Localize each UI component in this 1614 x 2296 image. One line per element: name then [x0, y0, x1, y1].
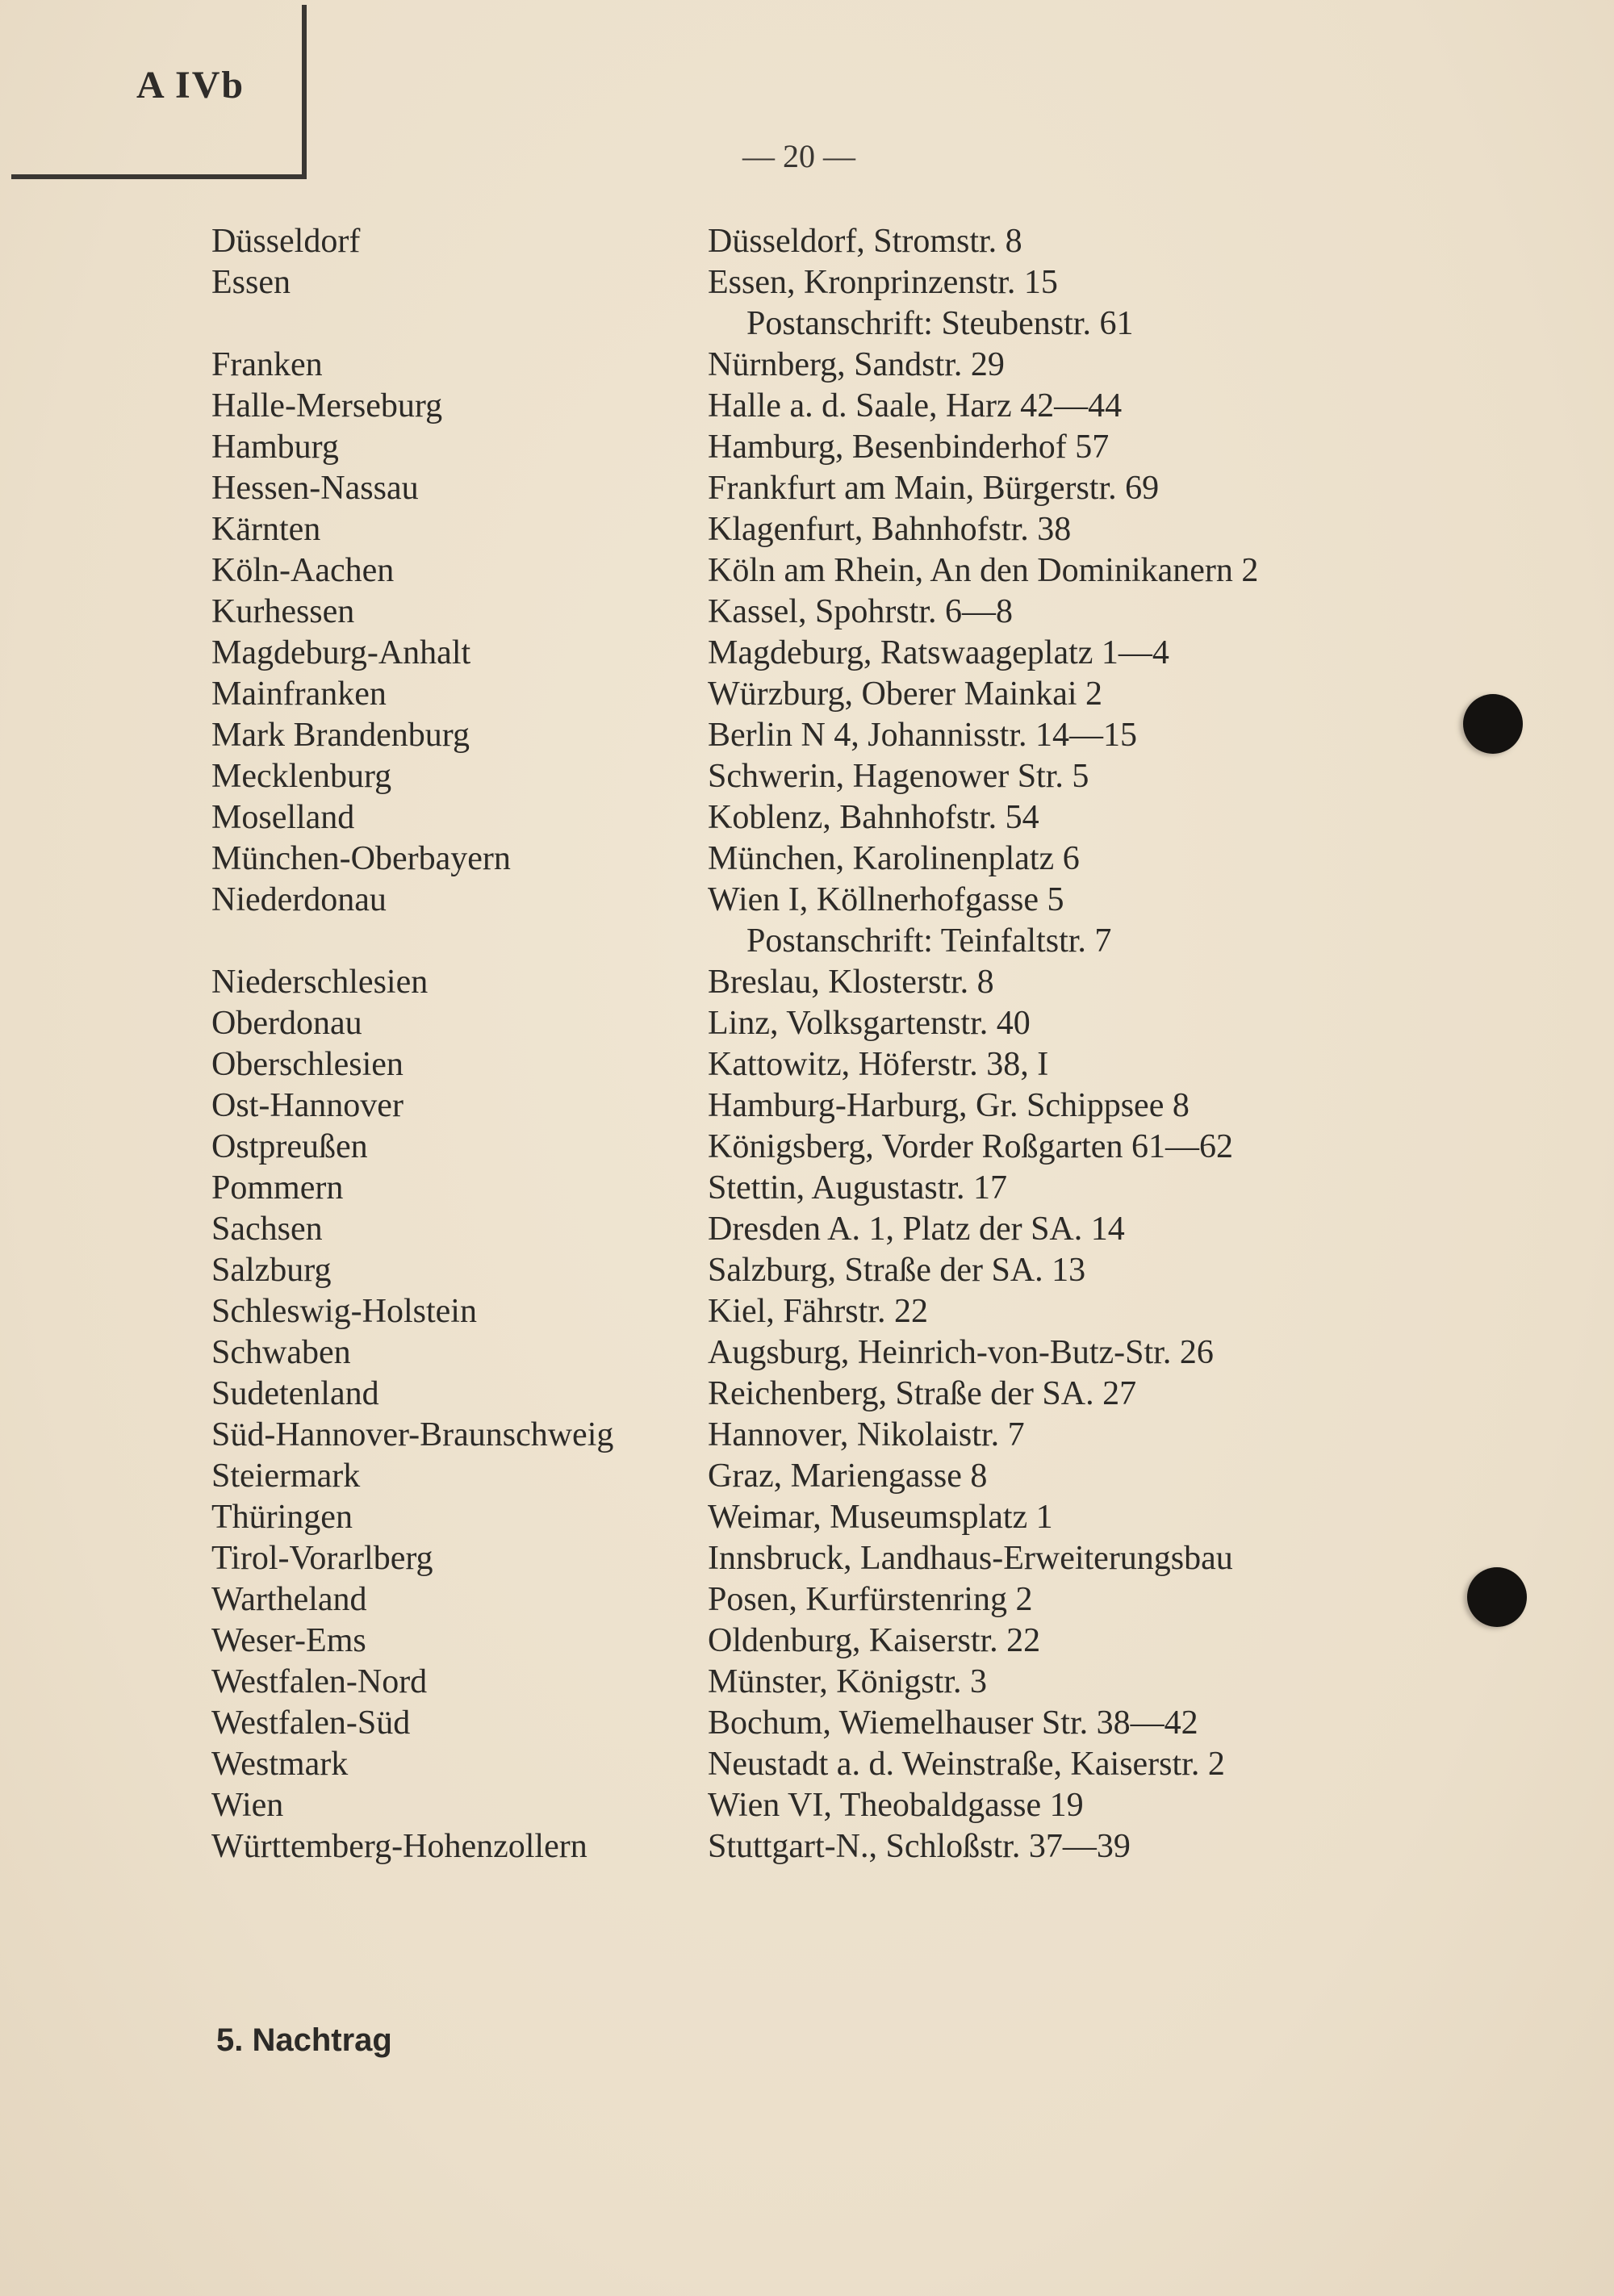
list-item	[211, 1291, 1382, 1332]
postal-address-note: Postanschrift: Steubenstr. 61	[746, 305, 1134, 342]
list-item	[211, 550, 1382, 592]
list-item	[211, 1456, 1382, 1497]
region-name: München-Oberbayern	[211, 840, 511, 877]
region-name: Ostpreußen	[211, 1128, 368, 1165]
region-name: Hamburg	[211, 429, 339, 466]
list-item	[211, 1250, 1382, 1291]
region-name: Sachsen	[211, 1211, 323, 1248]
region-name: Moselland	[211, 799, 355, 836]
office-address: Reichenberg, Straße der SA. 27	[708, 1375, 1137, 1412]
office-address: Salzburg, Straße der SA. 13	[708, 1252, 1086, 1289]
office-address: Magdeburg, Ratswaageplatz 1—4	[708, 634, 1169, 671]
region-name: Süd-Hannover-Braunschweig	[211, 1416, 614, 1453]
office-address: Hamburg, Besenbinderhof 57	[708, 429, 1110, 466]
list-item	[211, 592, 1382, 633]
office-address: Frankfurt am Main, Bürgerstr. 69	[708, 470, 1160, 507]
office-address: Linz, Volksgartenstr. 40	[708, 1005, 1031, 1042]
region-name: Westmark	[211, 1746, 349, 1783]
list-item	[211, 1003, 1382, 1044]
office-address: Kassel, Spohrstr. 6—8	[708, 593, 1013, 630]
list-item	[211, 345, 1382, 386]
list-item	[211, 633, 1382, 674]
region-name: Mecklenburg	[211, 758, 392, 795]
region-name: Thüringen	[211, 1499, 353, 1536]
list-item	[211, 1497, 1382, 1538]
office-address: Graz, Mariengasse 8	[708, 1457, 988, 1495]
region-name: Salzburg	[211, 1252, 332, 1289]
list-item	[211, 386, 1382, 427]
list-item	[211, 1168, 1382, 1209]
office-address: Köln am Rhein, An den Dominikanern 2	[708, 552, 1259, 589]
region-name: Hessen-Nassau	[211, 470, 419, 507]
office-address: Königsberg, Vorder Roßgarten 61—62	[708, 1128, 1233, 1165]
office-address: Bochum, Wiemelhauser Str. 38—42	[708, 1704, 1198, 1742]
region-name: Mainfranken	[211, 675, 387, 713]
list-item	[211, 1209, 1382, 1250]
office-address: München, Karolinenplatz 6	[708, 840, 1080, 877]
region-name: Westfalen-Süd	[211, 1704, 411, 1742]
list-item	[211, 427, 1382, 468]
region-name: Oberschlesien	[211, 1046, 404, 1083]
office-address: Münster, Königstr. 3	[708, 1663, 987, 1700]
region-name: Westfalen-Nord	[211, 1663, 428, 1700]
list-item	[211, 1374, 1382, 1415]
list-item	[211, 1127, 1382, 1168]
region-name: Niederschlesien	[211, 964, 429, 1001]
list-item	[211, 1579, 1382, 1621]
region-name: Niederdonau	[211, 881, 387, 918]
region-name: Köln-Aachen	[211, 552, 395, 589]
region-name: Wien	[211, 1787, 284, 1824]
office-address: Stettin, Augustastr. 17	[708, 1169, 1008, 1207]
region-name: Kurhessen	[211, 593, 355, 630]
region-name: Württemberg-Hohenzollern	[211, 1828, 587, 1865]
punch-hole-icon	[1467, 1567, 1527, 1627]
office-address: Schwerin, Hagenower Str. 5	[708, 758, 1089, 795]
office-address: Essen, Kronprinzenstr. 15	[708, 264, 1058, 301]
region-name: Steiermark	[211, 1457, 361, 1495]
office-address: Würzburg, Oberer Mainkai 2	[708, 675, 1103, 713]
list-item	[211, 715, 1382, 756]
list-item	[211, 1662, 1382, 1703]
list-item	[211, 756, 1382, 797]
section-code-box	[11, 5, 307, 179]
list-item	[211, 1415, 1382, 1456]
office-address: Dresden A. 1, Platz der SA. 14	[708, 1211, 1125, 1248]
region-name: Halle-Merseburg	[211, 387, 443, 424]
region-name: Mark Brandenburg	[211, 717, 470, 754]
office-address: Breslau, Klosterstr. 8	[708, 964, 994, 1001]
region-name: Kärnten	[211, 511, 321, 548]
office-address: Wien VI, Theobaldgasse 19	[708, 1787, 1084, 1824]
list-item	[211, 839, 1382, 880]
office-address: Posen, Kurfürstenring 2	[708, 1581, 1033, 1618]
list-item	[211, 1044, 1382, 1085]
list-item	[211, 1826, 1382, 1867]
page-number: — 20 —	[742, 138, 855, 174]
office-address: Neustadt a. d. Weinstraße, Kaiserstr. 2	[708, 1746, 1225, 1783]
address-list	[211, 221, 1382, 1867]
list-item	[211, 962, 1382, 1003]
region-name: Pommern	[211, 1169, 344, 1207]
punch-hole-icon	[1463, 694, 1523, 754]
office-address: Klagenfurt, Bahnhofstr. 38	[708, 511, 1072, 548]
list-item	[211, 880, 1382, 921]
list-item	[211, 221, 1382, 262]
list-item	[211, 262, 1382, 303]
region-name: Franken	[211, 346, 323, 383]
postal-address-note: Postanschrift: Teinfaltstr. 7	[746, 922, 1112, 960]
office-address: Kiel, Fährstr. 22	[708, 1293, 928, 1330]
region-name: Tirol-Vorarlberg	[211, 1540, 433, 1577]
region-name: Düsseldorf	[211, 223, 361, 260]
office-address: Kattowitz, Höferstr. 38, I	[708, 1046, 1049, 1083]
office-address: Stuttgart-N., Schloßstr. 37—39	[708, 1828, 1131, 1865]
region-name: Essen	[211, 264, 291, 301]
office-address: Düsseldorf, Stromstr. 8	[708, 223, 1022, 260]
office-address: Weimar, Museumsplatz 1	[708, 1499, 1053, 1536]
region-name: Schwaben	[211, 1334, 351, 1371]
list-item	[211, 1085, 1382, 1127]
region-name: Wartheland	[211, 1581, 367, 1618]
region-name: Schleswig-Holstein	[211, 1293, 477, 1330]
region-name: Ost-Hannover	[211, 1087, 404, 1124]
list-item	[211, 1621, 1382, 1662]
office-address: Augsburg, Heinrich-von-Butz-Str. 26	[708, 1334, 1214, 1371]
list-item	[211, 1332, 1382, 1374]
region-name: Oberdonau	[211, 1005, 362, 1042]
list-item	[211, 468, 1382, 509]
region-name: Sudetenland	[211, 1375, 379, 1412]
list-item	[211, 1703, 1382, 1744]
list-item	[211, 674, 1382, 715]
office-address: Wien I, Köllnerhofgasse 5	[708, 881, 1064, 918]
office-address: Oldenburg, Kaiserstr. 22	[708, 1622, 1041, 1659]
list-item	[211, 1785, 1382, 1826]
office-address: Nürnberg, Sandstr. 29	[708, 346, 1005, 383]
list-item	[211, 1744, 1382, 1785]
list-item	[211, 509, 1382, 550]
office-address: Halle a. d. Saale, Harz 42—44	[708, 387, 1123, 424]
section-code: A IVb	[136, 64, 245, 107]
list-item	[211, 797, 1382, 839]
list-item	[211, 1538, 1382, 1579]
region-name: Magdeburg-Anhalt	[211, 634, 471, 671]
office-address: Berlin N 4, Johannisstr. 14—15	[708, 717, 1137, 754]
supplement-label: 5. Nachtrag	[216, 2022, 392, 2058]
office-address: Hannover, Nikolaistr. 7	[708, 1416, 1025, 1453]
office-address: Hamburg-Harburg, Gr. Schippsee 8	[708, 1087, 1190, 1124]
office-address: Innsbruck, Landhaus-Erweiterungsbau	[708, 1540, 1233, 1577]
office-address: Koblenz, Bahnhofstr. 54	[708, 799, 1039, 836]
region-name: Weser-Ems	[211, 1622, 366, 1659]
